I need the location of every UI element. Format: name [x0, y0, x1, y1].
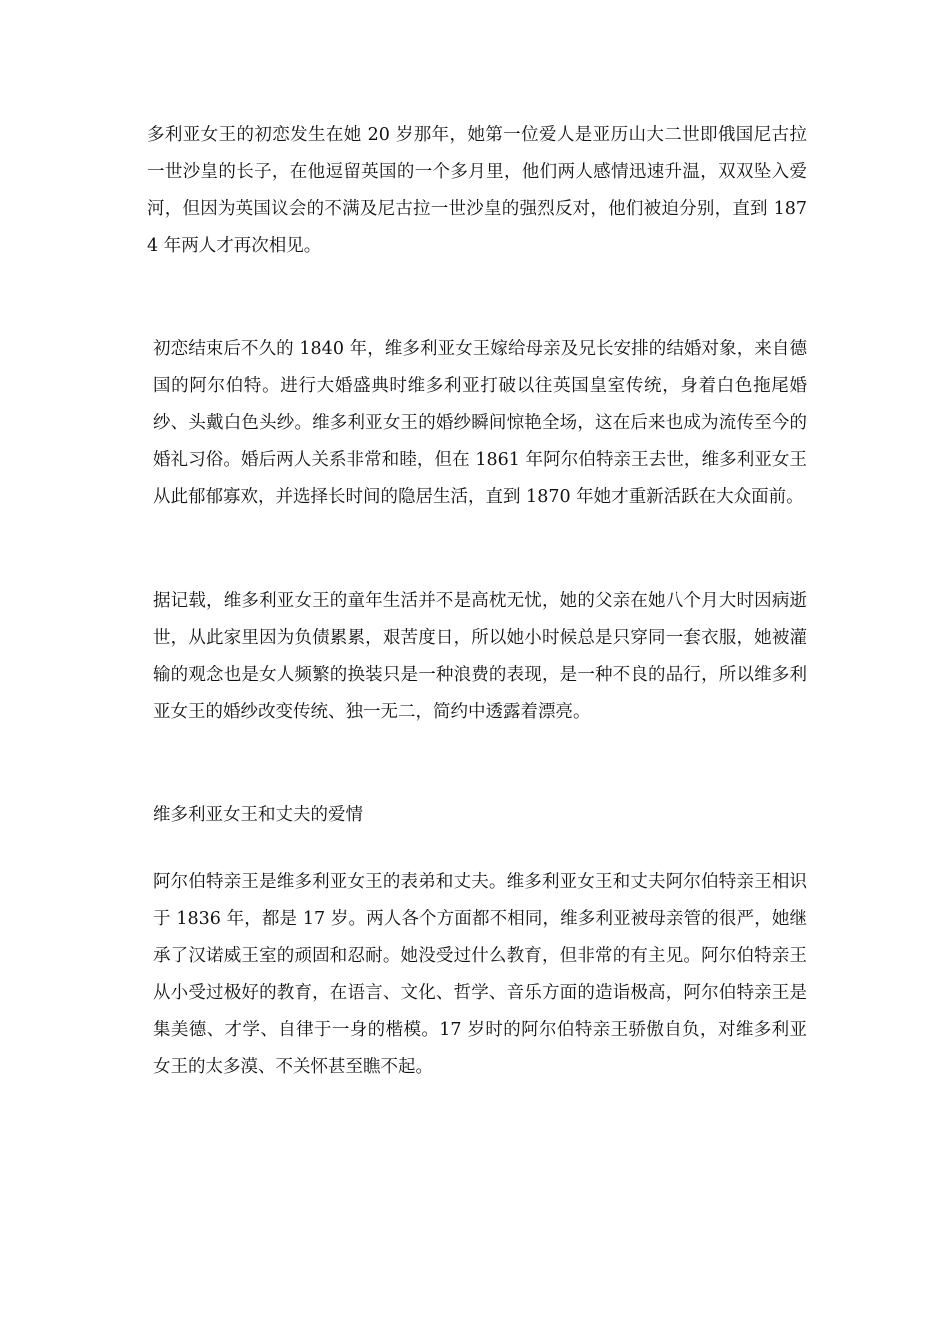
paragraph-spacer [147, 265, 807, 331]
paragraph-childhood: 据记载，维多利亚女王的童年生活并不是高枕无忧，她的父亲在她八个月大时因病逝世，从此家里因为负债累累，艰苦度日，所以她小时候总是只穿同一套衣服，她被灌输的观念也是女人频繁的换装只是一种浪费的表现，是一种不良的品行，所以维多利亚女王的婚纱改变传统、独一无二，简约中透露着漂亮。 [153, 591, 807, 722]
section-heading: 维多利亚女王和丈夫的爱情 [153, 805, 363, 825]
paragraph-albert: 阿尔伯特亲王是维多利亚女王的表弟和丈夫。维多利亚女王和丈夫阿尔伯特亲王相识于 1836 年，都是 17 岁。两人各个方面都不相同，维多利亚被母亲管的很严，她继承了汉诺威王室的顽固和忍耐。她没受过什么教育，但非常的有主见。阿尔伯特亲王从小受过极好的教育，在语言、文化、哲学、音乐方面的造诣极高，阿尔伯特亲王是集美德、才学、自律于一身的楷模。17 岁时的阿尔伯特亲王骄傲自负，对维多利亚女王的太多漠、不关怀甚至瞧不起。 [153, 872, 807, 1077]
document-body [147, 117, 807, 1086]
paragraph-first-love: 多利亚女王的初恋发生在她 20 岁那年，她第一位爱人是亚历山大二世即俄国尼古拉一世沙皇的长子，在他逗留英国的一个多月里，他们两人感情迅速升温，双双坠入爱河，但因为英国议会的不满及尼古拉一世沙皇的强烈反对，他们被迫分别，直到 1874 年两人才再次相见。 [147, 125, 807, 256]
paragraph-spacer [147, 834, 807, 864]
paragraph-marriage: 初恋结束后不久的 1840 年，维多利亚女王嫁给母亲及兄长安排的结婚对象，来自德国的阿尔伯特。进行大婚盛典时维多利亚打破以往英国皇室传统，身着白色拖尾婚纱、头戴白色头纱。维多利亚女王的婚纱瞬间惊艳全场，这在后来也成为流传至今的婚礼习俗。婚后两人关系非常和睦，但在 1861 年阿尔伯特亲王去世，维多利亚女王从此郁郁寡欢，并选择长时间的隐居生活，直到 1870 年她才重新活跃在大众面前。 [153, 339, 807, 507]
paragraph-spacer [147, 731, 807, 797]
paragraph-spacer [147, 516, 807, 583]
